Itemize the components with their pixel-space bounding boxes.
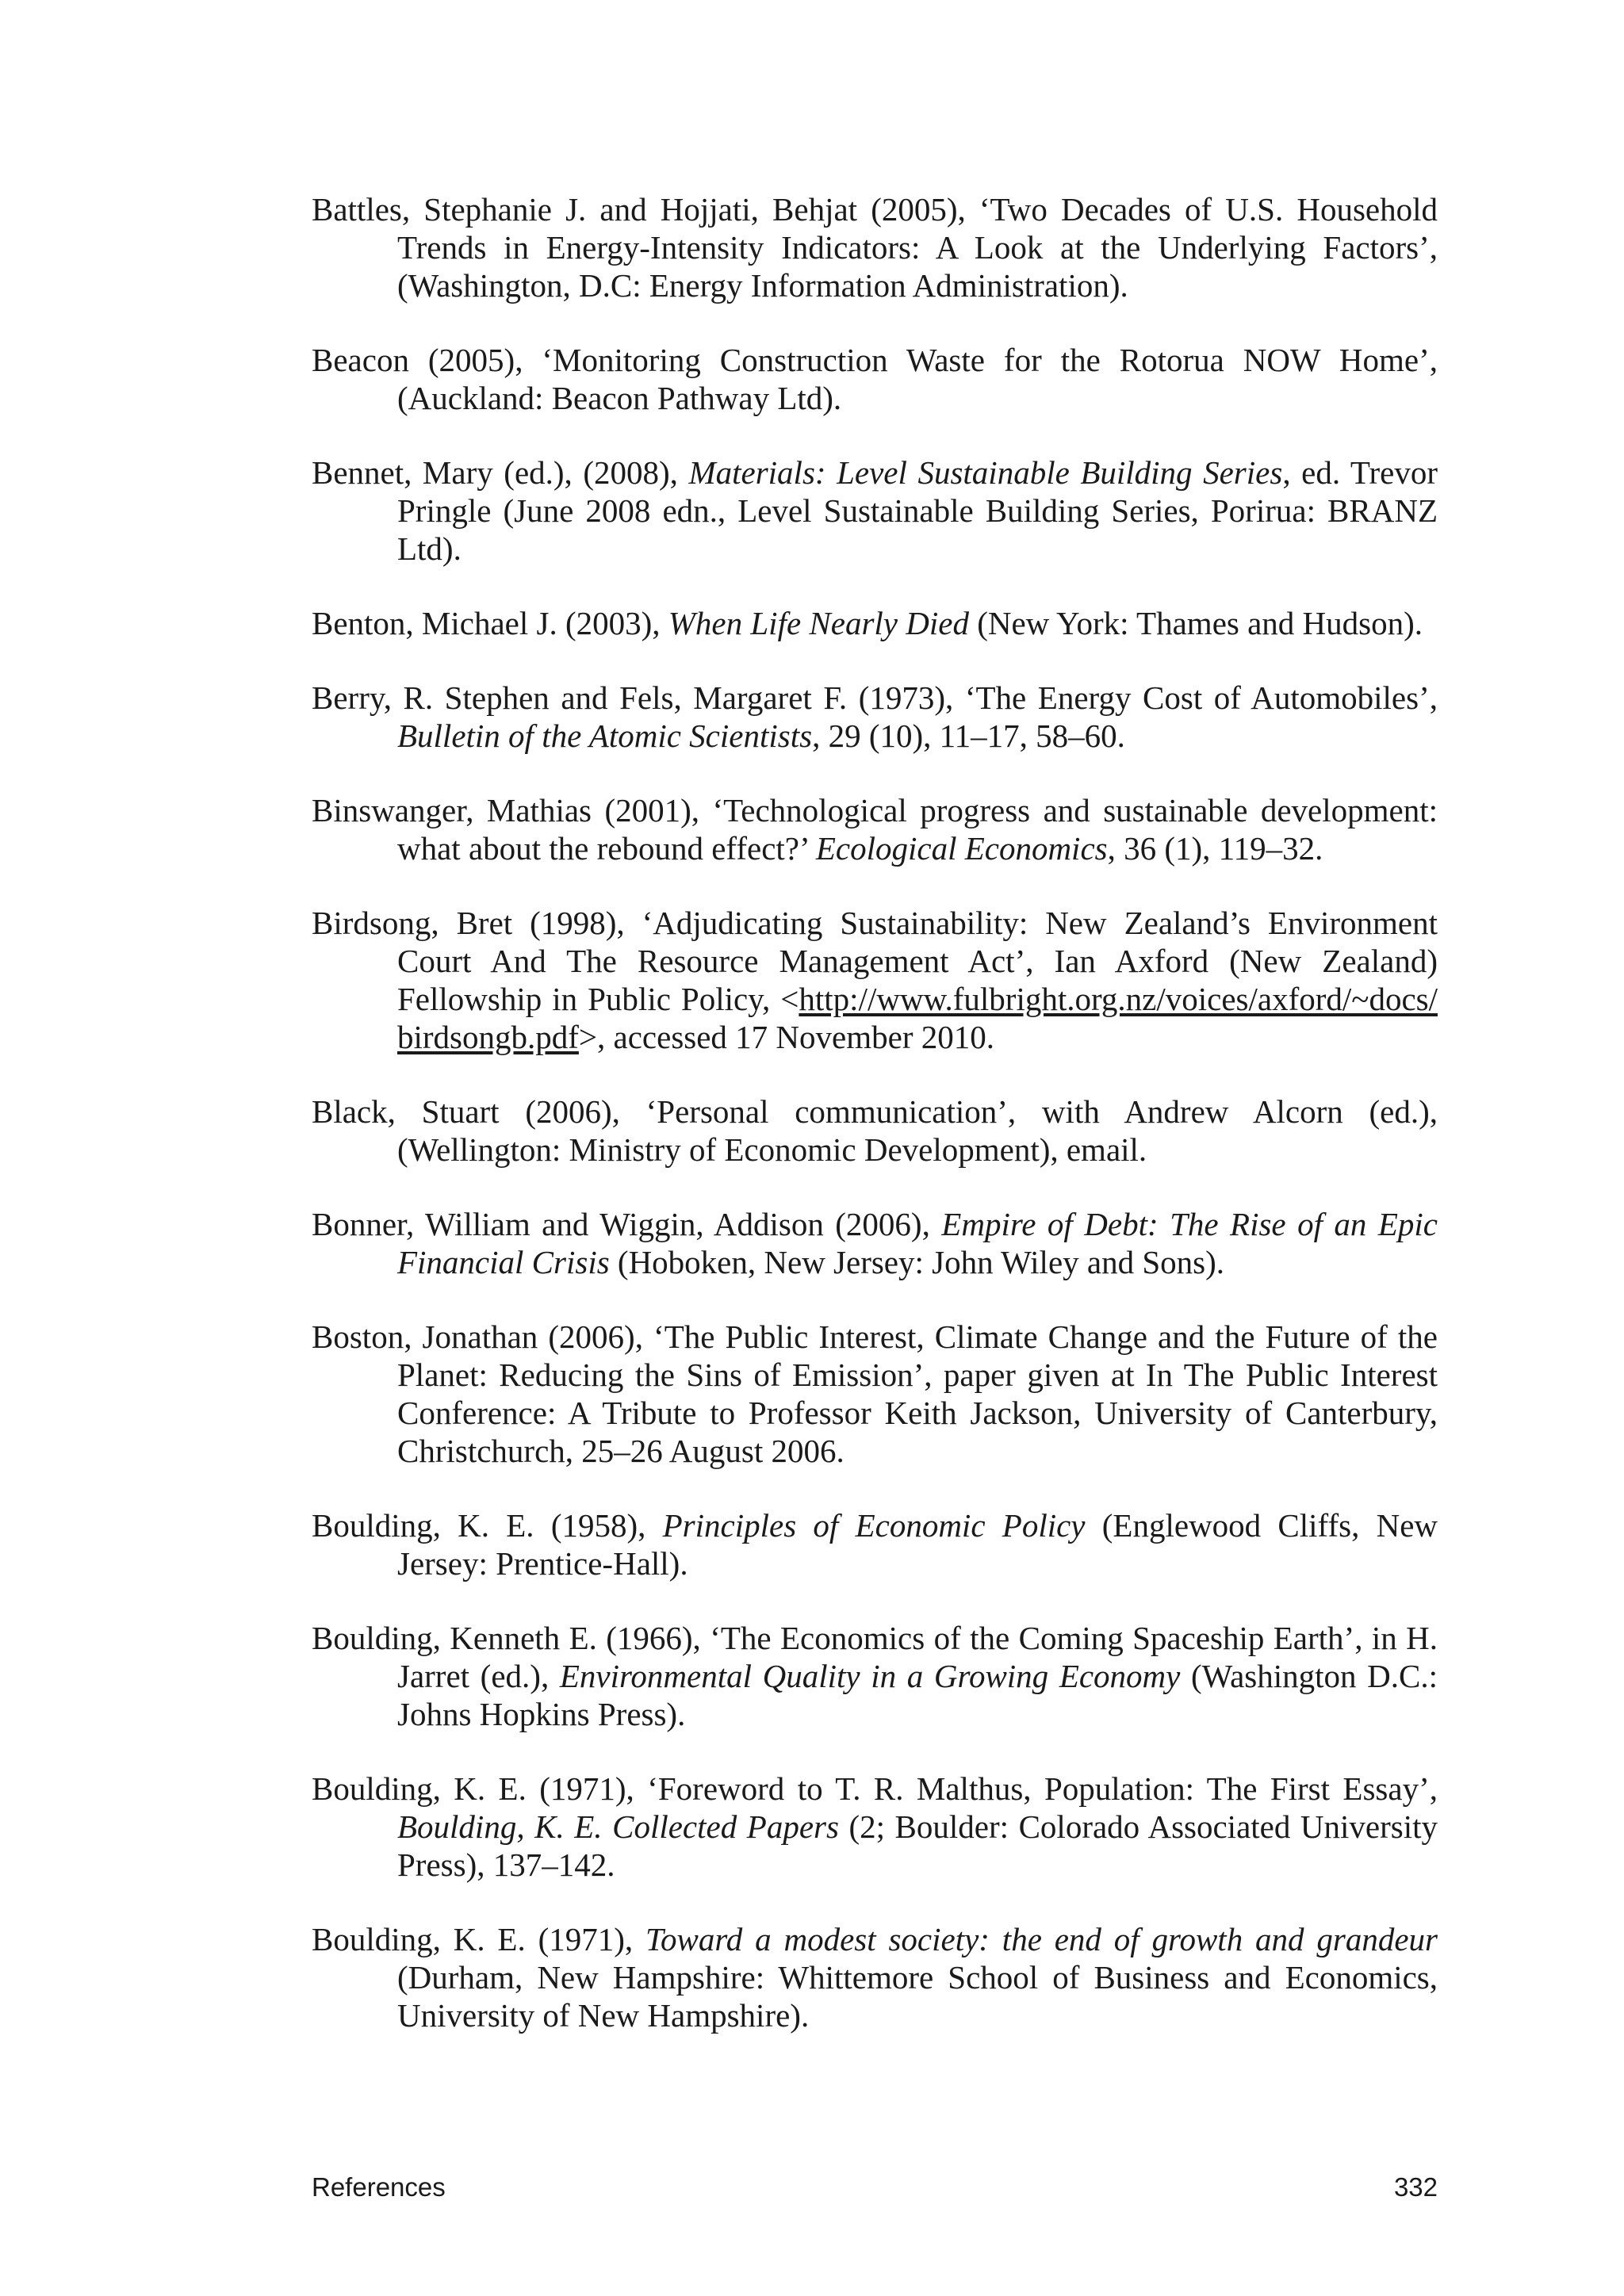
reference-text: Berry, R. Stephen and Fels, Margaret F. (1973), ‘The Energy Cost of Automobiles’, — [312, 679, 1438, 716]
reference-italic-title: Bulletin of the Atomic Scientists — [397, 718, 813, 754]
reference-text: >, accessed 17 November 2010. — [578, 1019, 994, 1055]
reference-text: Boston, Jonathan (2006), ‘The Public Interest, Climate Change and the Future of the Planet: Reducing the Sins of Emission’, paper given at In The Public Interest Conference: A Tribute to Professor Keith Jackson, University of Canterbury, Christchurch, 25–26 August 2006. — [312, 1318, 1438, 1469]
reference-text: (Washington D.C.: Johns Hopkins Press). — [397, 1658, 1438, 1732]
reference-list — [312, 190, 1438, 2071]
reference-italic-title: Toward a modest society: the end of growth and grandeur — [645, 1921, 1438, 1957]
reference-url-link[interactable]: http://www.fulbright.org.nz/voices/axford/~docs/birdsongb.pdf — [397, 981, 1438, 1055]
reference-text: Bennet, Mary (ed.), (2008), — [312, 454, 689, 491]
reference-entry — [312, 1506, 1438, 1582]
page-footer — [312, 2172, 1438, 2202]
reference-italic-title: Materials: Level Sustainable Building Series — [688, 454, 1283, 491]
reference-entry — [312, 190, 1438, 304]
reference-italic-title: Principles of Economic Policy — [662, 1507, 1086, 1544]
reference-text: Beacon (2005), ‘Monitoring Construction Waste for the Rotorua NOW Home’, (Auckland: Beacon Pathway Ltd). — [312, 342, 1438, 416]
reference-text: (New York: Thames and Hudson). — [968, 605, 1423, 641]
reference-italic-title: Environmental Quality in a Growing Economy — [559, 1658, 1181, 1694]
reference-text: Birdsong, Bret (1998), ‘Adjudicating Sustainability: New Zealand’s Environment Court And The Resource Management Act’, Ian Axford (New Zealand) Fellowship in Public Policy, < — [312, 905, 1438, 1017]
reference-entry — [312, 604, 1438, 642]
reference-entry — [312, 341, 1438, 417]
page-number: 332 — [1393, 2172, 1438, 2202]
reference-text: Boulding, Kenneth E. (1966), ‘The Economics of the Coming Spaceship Earth’, in H. Jarret (ed.), — [312, 1620, 1438, 1694]
reference-text: , 36 (1), 119–32. — [1107, 830, 1323, 867]
reference-text: Bonner, William and Wiggin, Addison (2006), — [312, 1206, 942, 1242]
reference-text: , 29 (10), 11–17, 58–60. — [812, 718, 1125, 754]
reference-italic-title: Empire of Debt: The Rise of an Epic Financial Crisis — [397, 1206, 1438, 1280]
reference-italic-title: Ecological Economics — [815, 830, 1108, 867]
reference-italic-title: Boulding, K. E. Collected Papers — [397, 1808, 839, 1845]
reference-text: (Durham, New Hampshire: Whittemore School of Business and Economics, University of New Hampshire). — [397, 1959, 1438, 2034]
reference-entry — [312, 1093, 1438, 1169]
reference-entry — [312, 791, 1438, 867]
reference-text: , ed. Trevor Pringle (June 2008 edn., Level Sustainable Building Series, Porirua: BRANZ Ltd). — [397, 454, 1438, 567]
reference-entry — [312, 1619, 1438, 1733]
reference-text: Battles, Stephanie J. and Hojjati, Behjat (2005), ‘Two Decades of U.S. Household Trends in Energy-Intensity Indicators: A Look at the Underlying Factors’, (Washington, D.C: Energy Information Administration). — [312, 191, 1438, 304]
reference-text: (Hoboken, New Jersey: John Wiley and Sons). — [609, 1244, 1225, 1280]
reference-entry — [312, 1770, 1438, 1884]
reference-text: Boulding, K. E. (1958), — [312, 1507, 663, 1544]
reference-text: (Englewood Cliffs, New Jersey: Prentice-Hall). — [397, 1507, 1438, 1582]
reference-entry — [312, 904, 1438, 1056]
reference-text: Binswanger, Mathias (2001), ‘Technological progress and sustainable development: what about the rebound effect?’ — [312, 792, 1438, 867]
reference-entry — [312, 453, 1438, 568]
reference-entry — [312, 679, 1438, 755]
reference-text: Boulding, K. E. (1971), — [312, 1921, 645, 1957]
reference-entry — [312, 1920, 1438, 2034]
reference-italic-title: When Life Nearly Died — [668, 605, 969, 641]
reference-text: Boulding, K. E. (1971), ‘Foreword to T. R. Malthus, Population: The First Essay’, — [312, 1770, 1438, 1807]
reference-text: Benton, Michael J. (2003), — [312, 605, 668, 641]
reference-entry — [312, 1318, 1438, 1470]
footer-section-title: References — [312, 2172, 446, 2202]
reference-entry — [312, 1205, 1438, 1281]
reference-text: (2; Boulder: Colorado Associated University Press), 137–142. — [397, 1808, 1438, 1883]
reference-text: Black, Stuart (2006), ‘Personal communication’, with Andrew Alcorn (ed.), (Wellington: Ministry of Economic Development), email. — [312, 1093, 1438, 1168]
